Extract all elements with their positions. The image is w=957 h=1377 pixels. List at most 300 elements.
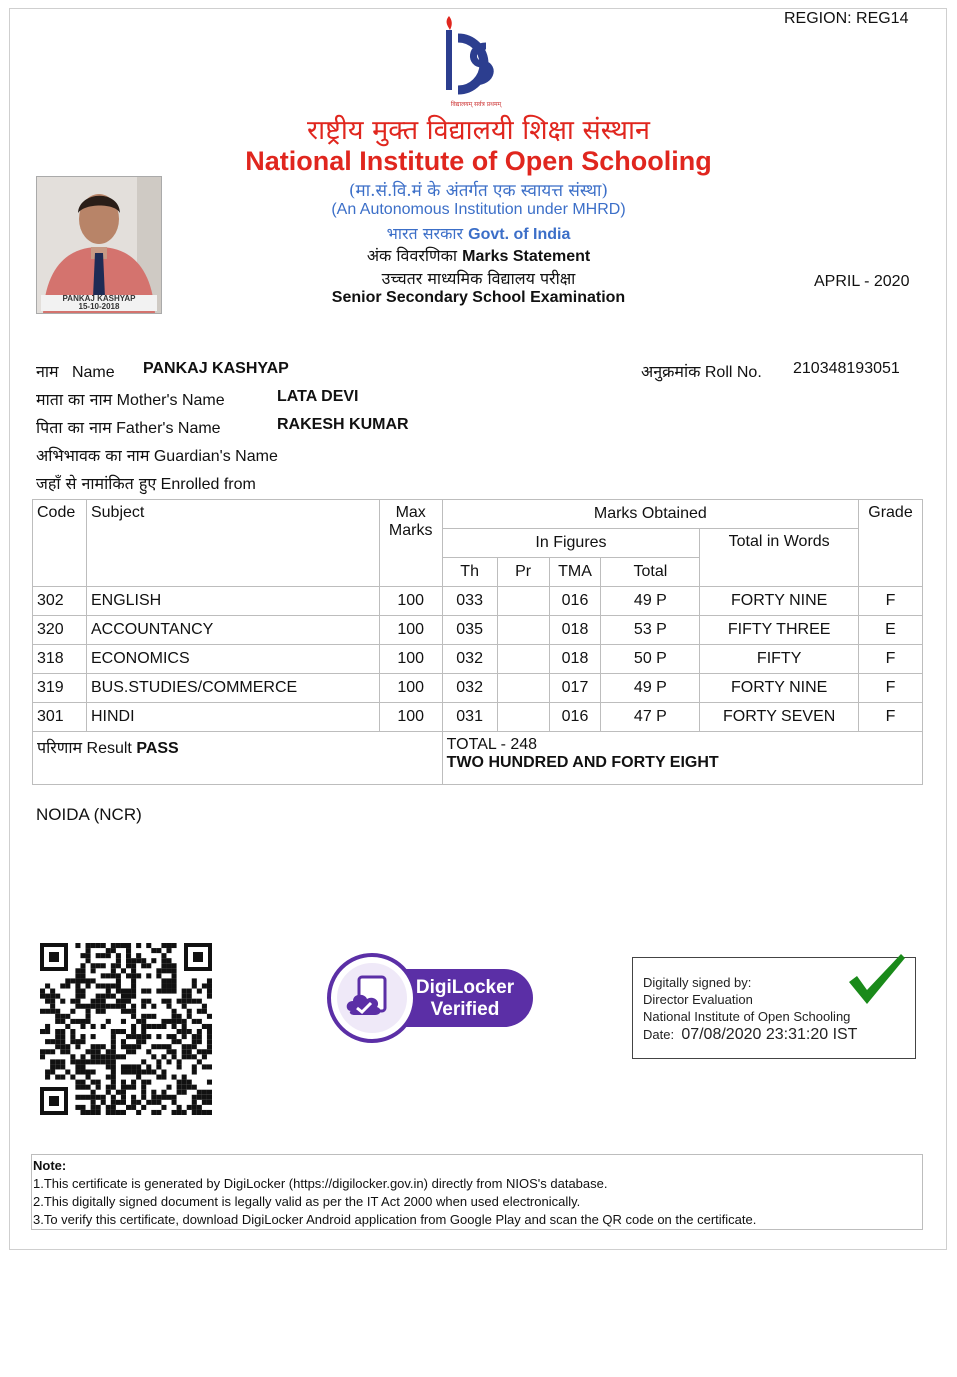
header-pr: Pr	[497, 558, 549, 587]
result-value: PASS	[136, 740, 179, 757]
qr-module	[65, 1049, 70, 1054]
qr-module	[192, 1095, 197, 1100]
qr-module	[126, 989, 131, 994]
qr-module	[161, 1095, 166, 1100]
qr-module	[121, 1085, 126, 1090]
student-name: PANKAJ KASHYAP	[143, 360, 289, 377]
qr-module	[131, 978, 136, 983]
qr-module	[116, 1054, 121, 1059]
qr-module	[86, 1059, 91, 1064]
qr-module	[126, 1105, 131, 1110]
qr-module	[121, 1080, 126, 1085]
note-box	[31, 1154, 923, 1230]
qr-module	[86, 943, 91, 948]
student-photo	[36, 176, 162, 314]
qr-module	[111, 1039, 116, 1044]
qr-module	[197, 1009, 202, 1014]
qr-module	[96, 1049, 101, 1054]
qr-module	[91, 1049, 96, 1054]
qr-module	[80, 989, 85, 994]
qr-module	[116, 953, 121, 958]
qr-module	[45, 999, 50, 1004]
qr-module	[96, 963, 101, 968]
qr-module	[121, 943, 126, 948]
qr-module	[192, 983, 197, 988]
qr-module	[136, 1039, 141, 1044]
father-label-english: Father's Name	[116, 420, 221, 437]
qr-module	[172, 1034, 177, 1039]
qr-module	[80, 1024, 85, 1029]
qr-module	[202, 1009, 207, 1014]
cell-tma: 018	[549, 616, 601, 645]
photo-caption	[41, 295, 157, 311]
qr-module	[86, 948, 91, 953]
qr-module	[60, 1014, 65, 1019]
qr-module	[80, 1034, 85, 1039]
qr-module	[156, 1059, 161, 1064]
qr-module	[207, 989, 212, 994]
qr-module	[111, 1049, 116, 1054]
qr-module	[172, 1014, 177, 1019]
qr-module	[45, 1075, 50, 1080]
qr-module	[136, 973, 141, 978]
qr-module	[116, 1029, 121, 1034]
qr-module	[101, 973, 106, 978]
qr-module	[75, 1080, 80, 1085]
mother-name: LATA DEVI	[277, 388, 359, 405]
qr-module	[111, 1029, 116, 1034]
qr-module	[116, 1004, 121, 1009]
qr-module	[141, 1095, 146, 1100]
qr-module	[121, 1090, 126, 1095]
qr-module	[55, 1059, 60, 1064]
qr-module	[182, 1019, 187, 1024]
qr-module	[50, 1059, 55, 1064]
qr-module	[91, 963, 96, 968]
qr-module	[131, 1009, 136, 1014]
qr-module	[172, 943, 177, 948]
qr-module	[172, 973, 177, 978]
qr-module	[55, 1034, 60, 1039]
qr-module	[172, 963, 177, 968]
qr-module	[202, 1110, 207, 1115]
qr-module	[116, 973, 121, 978]
qr-module	[86, 953, 91, 958]
qr-module	[116, 943, 121, 948]
qr-module	[111, 1004, 116, 1009]
qr-module	[141, 1029, 146, 1034]
mother-label	[36, 388, 225, 410]
qr-module	[111, 1080, 116, 1085]
qr-module	[86, 958, 91, 963]
note-item: 1.This certificate is generated by DigiLocker (https://digilocker.gov.in) directly from NIOS's database.	[33, 1176, 608, 1191]
qr-module	[146, 1080, 151, 1085]
qr-module	[197, 1095, 202, 1100]
qr-module	[111, 943, 116, 948]
header-max-marks	[379, 500, 442, 587]
qr-module	[55, 1044, 60, 1049]
qr-module	[70, 1034, 75, 1039]
qr-module	[91, 1095, 96, 1100]
qr-module	[192, 999, 197, 1004]
qr-module	[50, 1064, 55, 1069]
qr-module	[182, 1024, 187, 1029]
qr-module	[166, 1085, 171, 1090]
qr-module	[80, 1095, 85, 1100]
qr-module	[80, 968, 85, 973]
qr-module	[136, 1044, 141, 1049]
qr-module	[207, 1014, 212, 1019]
qr-module	[96, 1110, 101, 1115]
qr-module	[131, 1044, 136, 1049]
qr-module	[45, 983, 50, 988]
qr-module	[187, 1085, 192, 1090]
enrolled-label-english: Enrolled from	[160, 476, 256, 493]
qr-module	[91, 1004, 96, 1009]
qr-module	[126, 999, 131, 1004]
qr-module	[192, 1100, 197, 1105]
qr-module	[166, 1034, 171, 1039]
qr-module	[50, 1039, 55, 1044]
qr-module	[65, 1069, 70, 1074]
qr-module	[187, 1029, 192, 1034]
qr-module	[177, 1110, 182, 1115]
qr-module	[172, 1100, 177, 1105]
qr-module	[70, 1009, 75, 1014]
qr-module	[161, 1105, 166, 1110]
qr-module	[106, 953, 111, 958]
enrolled-label	[36, 472, 256, 494]
qr-module	[91, 999, 96, 1004]
cell-code: 320	[33, 616, 87, 645]
qr-module	[182, 1054, 187, 1059]
header-total-words: Total in Words	[700, 529, 859, 587]
qr-module	[45, 1039, 50, 1044]
qr-module	[45, 1049, 50, 1054]
qr-module	[182, 1075, 187, 1080]
qr-module	[146, 1049, 151, 1054]
qr-module	[182, 1044, 187, 1049]
table-row	[33, 703, 923, 732]
qr-module	[136, 1075, 141, 1080]
qr-module	[111, 1054, 116, 1059]
qr-module	[141, 963, 146, 968]
qr-module	[101, 953, 106, 958]
qr-module	[151, 1054, 156, 1059]
qr-code[interactable]	[40, 943, 212, 1115]
guardian-label-hindi: अभिभावक का नाम	[36, 446, 150, 465]
qr-module	[111, 1110, 116, 1115]
digilocker-verified-badge	[327, 953, 535, 1043]
qr-module	[111, 1034, 116, 1039]
qr-module	[121, 1064, 126, 1069]
cell-subject: ENGLISH	[86, 587, 379, 616]
qr-module	[136, 1019, 141, 1024]
qr-module	[166, 948, 171, 953]
qr-module	[106, 994, 111, 999]
qr-module	[161, 1075, 166, 1080]
qr-module	[146, 1100, 151, 1105]
qr-module	[192, 1064, 197, 1069]
qr-module	[101, 1004, 106, 1009]
qr-module	[91, 1069, 96, 1074]
qr-module	[126, 958, 131, 963]
qr-module	[60, 983, 65, 988]
qr-module	[40, 994, 45, 999]
qr-module	[80, 953, 85, 958]
cell-total: 47 P	[601, 703, 700, 732]
qr-module	[161, 999, 166, 1004]
qr-module	[187, 999, 192, 1004]
qr-module	[141, 1004, 146, 1009]
cell-code: 302	[33, 587, 87, 616]
qr-module	[172, 1039, 177, 1044]
qr-module	[101, 1044, 106, 1049]
qr-module	[197, 1049, 202, 1054]
qr-module	[96, 1009, 101, 1014]
cell-subject: BUS.STUDIES/COMMERCE	[86, 674, 379, 703]
qr-module	[75, 983, 80, 988]
qr-module	[197, 1039, 202, 1044]
qr-module	[207, 1064, 212, 1069]
qr-module	[111, 963, 116, 968]
qr-module	[131, 1034, 136, 1039]
qr-module	[136, 943, 141, 948]
qr-module	[121, 1039, 126, 1044]
name-label-english: Name	[71, 364, 115, 381]
qr-module	[131, 1085, 136, 1090]
qr-module	[182, 1029, 187, 1034]
qr-module	[45, 1029, 50, 1034]
qr-module	[172, 1054, 177, 1059]
qr-module	[65, 1044, 70, 1049]
qr-module	[141, 999, 146, 1004]
cell-total: 49 P	[601, 587, 700, 616]
qr-module	[151, 1069, 156, 1074]
qr-module	[151, 1024, 156, 1029]
qr-module	[65, 978, 70, 983]
qr-module	[172, 1009, 177, 1014]
qr-module	[106, 1049, 111, 1054]
qr-module	[45, 994, 50, 999]
cell-grade: F	[858, 587, 922, 616]
qr-module	[192, 1034, 197, 1039]
photo-image	[37, 177, 161, 313]
qr-module	[86, 1009, 91, 1014]
qr-module	[131, 994, 136, 999]
qr-module	[111, 973, 116, 978]
qr-module	[187, 1054, 192, 1059]
qr-module	[182, 1034, 187, 1039]
qr-module	[86, 1014, 91, 1019]
qr-module	[156, 948, 161, 953]
qr-module	[126, 1085, 131, 1090]
qr-module	[197, 1059, 202, 1064]
qr-module	[177, 1059, 182, 1064]
qr-module	[106, 1110, 111, 1115]
qr-module	[146, 999, 151, 1004]
qr-module	[156, 973, 161, 978]
qr-module	[151, 958, 156, 963]
cell-pr	[497, 645, 549, 674]
qr-module	[207, 1039, 212, 1044]
qr-module	[96, 1085, 101, 1090]
qr-module	[141, 989, 146, 994]
qr-module	[131, 1029, 136, 1034]
qr-module	[121, 1095, 126, 1100]
qr-module	[182, 989, 187, 994]
qr-module	[156, 1100, 161, 1105]
qr-module	[177, 1064, 182, 1069]
cell-max: 100	[379, 587, 442, 616]
qr-module	[75, 1085, 80, 1090]
qr-module	[86, 978, 91, 983]
qr-module	[70, 978, 75, 983]
qr-module	[40, 989, 45, 994]
qr-module	[207, 1024, 212, 1029]
qr-module	[202, 1100, 207, 1105]
qr-module	[207, 1110, 212, 1115]
qr-module	[136, 1110, 141, 1115]
qr-module	[126, 1034, 131, 1039]
qr-module	[182, 999, 187, 1004]
qr-module	[121, 968, 126, 973]
qr-module	[156, 1064, 161, 1069]
qr-module	[91, 1034, 96, 1039]
qr-module	[146, 1034, 151, 1039]
cell-pr	[497, 587, 549, 616]
qr-module	[192, 1069, 197, 1074]
qr-module	[96, 999, 101, 1004]
qr-module	[131, 958, 136, 963]
qr-module	[156, 1110, 161, 1115]
marks-table	[32, 499, 923, 785]
qr-module	[182, 1080, 187, 1085]
qr-module	[80, 963, 85, 968]
cell-subject: HINDI	[86, 703, 379, 732]
qr-module	[136, 1034, 141, 1039]
qr-module	[86, 1110, 91, 1115]
qr-module	[91, 978, 96, 983]
qr-module	[80, 1069, 85, 1074]
govt-hindi: भारत सरकार	[386, 224, 464, 243]
qr-module	[101, 1100, 106, 1105]
qr-module	[192, 1110, 197, 1115]
qr-module	[166, 968, 171, 973]
qr-module	[60, 1039, 65, 1044]
qr-module	[126, 1049, 131, 1054]
qr-module	[106, 1059, 111, 1064]
result-label-hindi: परिणाम	[37, 738, 83, 757]
qr-module	[121, 994, 126, 999]
qr-module	[207, 1095, 212, 1100]
roll-label	[641, 360, 762, 382]
qr-module	[156, 989, 161, 994]
qr-module	[146, 989, 151, 994]
qr-module	[91, 1054, 96, 1059]
father-label-hindi: पिता का नाम	[36, 418, 112, 437]
qr-module	[161, 1090, 166, 1095]
qr-module	[131, 1064, 136, 1069]
statement-english: Marks Statement	[462, 248, 591, 265]
qr-module	[101, 983, 106, 988]
qr-module	[116, 978, 121, 983]
qr-module	[50, 994, 55, 999]
qr-module	[192, 1054, 197, 1059]
name-label	[36, 360, 115, 382]
exam-session: APRIL - 2020	[814, 273, 910, 290]
signature-line3: National Institute of Open Schooling	[643, 1009, 851, 1024]
qr-module	[121, 1044, 126, 1049]
qr-module	[75, 999, 80, 1004]
qr-module	[60, 1064, 65, 1069]
qr-module	[187, 1080, 192, 1085]
qr-module	[111, 968, 116, 973]
qr-module	[111, 1085, 116, 1090]
qr-module	[50, 1069, 55, 1074]
qr-module	[121, 1110, 126, 1115]
qr-module	[101, 994, 106, 999]
qr-module	[106, 1085, 111, 1090]
qr-module	[192, 1039, 197, 1044]
qr-module	[40, 1029, 45, 1034]
qr-module	[161, 958, 166, 963]
signature-date-label: Date:	[643, 1027, 675, 1042]
qr-module	[172, 1019, 177, 1024]
qr-module	[141, 1014, 146, 1019]
qr-module	[91, 1059, 96, 1064]
digital-signature-box[interactable]	[632, 957, 916, 1059]
qr-module	[80, 1105, 85, 1110]
qr-module	[116, 1100, 121, 1105]
qr-module	[111, 1064, 116, 1069]
qr-module	[96, 943, 101, 948]
header-marks-obtained: Marks Obtained	[442, 500, 858, 529]
qr-module	[131, 1080, 136, 1085]
qr-module	[172, 983, 177, 988]
qr-module	[55, 1014, 60, 1019]
qr-module	[121, 989, 126, 994]
total-line: TOTAL - 248	[446, 736, 538, 753]
qr-module	[207, 1044, 212, 1049]
qr-module	[101, 999, 106, 1004]
qr-module	[101, 1059, 106, 1064]
qr-module	[65, 1014, 70, 1019]
cell-subject: ACCOUNTANCY	[86, 616, 379, 645]
qr-module	[161, 953, 166, 958]
header-tma: TMA	[549, 558, 601, 587]
cell-subject: ECONOMICS	[86, 645, 379, 674]
qr-module	[86, 983, 91, 988]
qr-module	[177, 999, 182, 1004]
qr-module	[126, 953, 131, 958]
qr-module	[91, 1105, 96, 1110]
qr-module	[197, 1110, 202, 1115]
qr-module	[161, 963, 166, 968]
qr-module	[166, 1044, 171, 1049]
qr-module	[197, 1019, 202, 1024]
qr-module	[126, 1009, 131, 1014]
region-code: REGION: REG14	[784, 10, 909, 27]
table-row	[33, 645, 923, 674]
qr-module	[197, 1105, 202, 1110]
qr-module	[106, 989, 111, 994]
qr-module	[161, 1024, 166, 1029]
qr-module	[146, 943, 151, 948]
qr-module	[146, 1014, 151, 1019]
qr-module	[156, 1034, 161, 1039]
qr-module	[80, 1059, 85, 1064]
